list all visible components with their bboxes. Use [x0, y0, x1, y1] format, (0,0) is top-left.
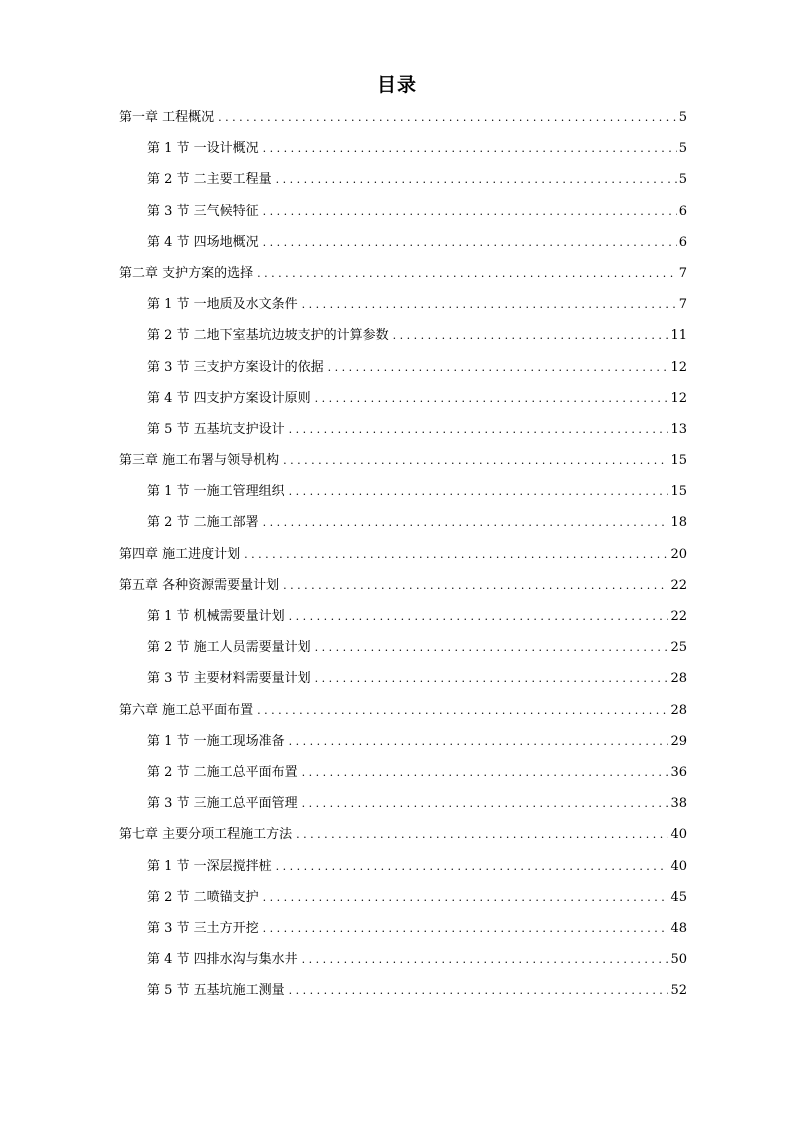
toc-entry-title: 第六章 施工总平面布置 — [119, 702, 254, 718]
toc-dot-leader — [315, 672, 669, 685]
toc-section-entry[interactable] — [119, 137, 687, 168]
toc-chapter-entry[interactable] — [119, 449, 687, 480]
toc-dot-leader — [302, 953, 669, 966]
toc-dot-leader — [296, 828, 668, 841]
toc-entry-title: 第 1 节 一设计概况 — [147, 141, 259, 157]
toc-page-number: 6 — [678, 203, 687, 219]
toc-section-entry[interactable] — [119, 917, 687, 948]
toc-chapter-entry[interactable] — [119, 823, 687, 854]
toc-section-entry[interactable] — [119, 480, 687, 511]
toc-section-entry[interactable] — [119, 387, 687, 418]
toc-dot-leader — [302, 797, 669, 810]
toc-section-entry[interactable] — [119, 761, 687, 792]
toc-page-number: 11 — [670, 328, 687, 344]
toc-dot-leader — [263, 516, 669, 529]
toc-entry-title: 第 2 节 二施工总平面布置 — [147, 764, 298, 780]
toc-section-entry[interactable] — [119, 886, 687, 917]
toc-dot-leader — [283, 579, 668, 592]
toc-entry-title: 第 3 节 三施工总平面管理 — [147, 796, 298, 812]
toc-page-number: 12 — [670, 390, 687, 406]
toc-entry-title: 第 2 节 二主要工程量 — [147, 172, 272, 188]
toc-dot-leader — [289, 610, 669, 623]
toc-page-number: 52 — [670, 983, 687, 999]
toc-page-number: 5 — [678, 172, 687, 188]
toc-section-entry[interactable] — [119, 792, 687, 823]
toc-dot-leader — [263, 891, 669, 904]
toc-section-entry[interactable] — [119, 667, 687, 698]
toc-page-number: 13 — [670, 421, 687, 437]
toc-dot-leader — [263, 205, 677, 218]
toc-dot-leader — [393, 329, 669, 342]
toc-entry-title: 第 2 节 施工人员需要量计划 — [147, 640, 311, 656]
toc-chapter-entry[interactable] — [119, 574, 687, 605]
toc-entry-title: 第 1 节 一地质及水文条件 — [147, 297, 298, 313]
toc-section-entry[interactable] — [119, 979, 687, 1010]
toc-entry-title: 第 1 节 一深层搅拌桩 — [147, 858, 272, 874]
toc-section-entry[interactable] — [119, 418, 687, 449]
toc-page-number: 22 — [670, 609, 687, 624]
toc-page-number: 38 — [670, 796, 687, 812]
toc-section-entry[interactable] — [119, 948, 687, 979]
toc-entry-title: 第 4 节 四场地概况 — [147, 234, 259, 250]
toc-dot-leader — [263, 236, 677, 249]
toc-section-entry[interactable] — [119, 168, 687, 199]
toc-entry-title: 第 1 节 一施工现场准备 — [147, 733, 285, 749]
toc-chapter-entry[interactable] — [119, 262, 687, 293]
table-of-contents — [119, 106, 687, 1010]
toc-page-number: 28 — [670, 702, 687, 718]
toc-page-number: 7 — [678, 297, 687, 313]
toc-section-entry[interactable] — [119, 636, 687, 667]
toc-dot-leader — [315, 641, 669, 654]
toc-entry-title: 第 1 节 一施工管理组织 — [147, 484, 285, 500]
toc-section-entry[interactable] — [119, 356, 687, 387]
toc-entry-title: 第一章 工程概况 — [119, 110, 215, 125]
toc-dot-leader — [328, 361, 669, 374]
toc-entry-title: 第 3 节 三土方开挖 — [147, 920, 259, 936]
toc-page-number: 25 — [670, 640, 687, 656]
toc-section-entry[interactable] — [119, 730, 687, 761]
toc-page-number: 6 — [678, 234, 687, 250]
toc-entry-title: 第七章 主要分项工程施工方法 — [119, 827, 293, 843]
toc-dot-leader — [302, 298, 677, 311]
toc-entry-title: 第 5 节 五基坑施工测量 — [147, 983, 285, 999]
toc-entry-title: 第 1 节 机械需要量计划 — [147, 609, 285, 624]
toc-chapter-entry[interactable] — [119, 699, 687, 730]
toc-dot-leader — [289, 735, 669, 748]
toc-dot-leader — [276, 860, 669, 873]
toc-section-entry[interactable] — [119, 293, 687, 324]
toc-section-entry[interactable] — [119, 200, 687, 231]
toc-section-entry[interactable] — [119, 511, 687, 542]
toc-page-number: 15 — [670, 453, 687, 469]
toc-dot-leader — [315, 392, 669, 405]
toc-dot-leader — [244, 548, 668, 561]
toc-entry-title: 第 2 节 二喷锚支护 — [147, 889, 259, 905]
toc-section-entry[interactable] — [119, 231, 687, 262]
toc-dot-leader — [263, 142, 677, 155]
toc-dot-leader — [302, 766, 669, 779]
toc-page-number: 40 — [670, 858, 687, 874]
toc-page-number: 18 — [670, 515, 687, 531]
toc-dot-leader — [218, 111, 677, 124]
toc-page-number: 50 — [670, 952, 687, 968]
toc-entry-title: 第 4 节 四支护方案设计原则 — [147, 390, 311, 406]
toc-page-number: 5 — [678, 110, 687, 125]
toc-page-number: 28 — [670, 671, 687, 687]
toc-page-number: 48 — [670, 920, 687, 936]
toc-entry-title: 第 3 节 主要材料需要量计划 — [147, 671, 311, 687]
toc-dot-leader — [263, 922, 669, 935]
toc-page-number: 12 — [670, 359, 687, 375]
toc-page-number: 15 — [670, 484, 687, 500]
toc-entry-title: 第五章 各种资源需要量计划 — [119, 577, 280, 593]
toc-section-entry[interactable] — [119, 855, 687, 886]
toc-section-entry[interactable] — [119, 324, 687, 355]
toc-entry-title: 第 2 节 二地下室基坑边坡支护的计算参数 — [147, 328, 389, 344]
toc-page-number: 5 — [678, 141, 687, 157]
toc-entry-title: 第 2 节 二施工部署 — [147, 515, 259, 531]
toc-page-number: 20 — [670, 546, 687, 562]
toc-page-number: 22 — [670, 577, 687, 593]
toc-dot-leader — [289, 984, 669, 997]
toc-entry-title: 第二章 支护方案的选择 — [119, 265, 254, 281]
toc-section-entry[interactable] — [119, 605, 687, 636]
toc-dot-leader — [289, 485, 669, 498]
toc-entry-title: 第 3 节 三支护方案设计的依据 — [147, 359, 324, 375]
toc-dot-leader — [257, 704, 668, 717]
toc-dot-leader — [276, 173, 677, 186]
toc-dot-leader — [283, 454, 668, 467]
toc-entry-title: 第 3 节 三气候特征 — [147, 203, 259, 219]
page-title: 目录 — [376, 74, 417, 96]
toc-entry-title: 第 5 节 五基坑支护设计 — [147, 421, 285, 437]
toc-page-number: 7 — [678, 265, 687, 281]
toc-entry-title: 第三章 施工布署与领导机构 — [119, 453, 280, 469]
toc-chapter-entry[interactable] — [119, 543, 687, 574]
toc-page-number: 29 — [670, 733, 687, 749]
toc-dot-leader — [257, 267, 677, 280]
toc-chapter-entry[interactable] — [119, 106, 687, 137]
toc-entry-title: 第 4 节 四排水沟与集水井 — [147, 952, 298, 968]
toc-page-number: 45 — [670, 889, 687, 905]
toc-dot-leader — [289, 423, 669, 436]
toc-page-number: 40 — [670, 827, 687, 843]
toc-entry-title: 第四章 施工进度计划 — [119, 546, 241, 562]
toc-page-number: 36 — [670, 764, 687, 780]
